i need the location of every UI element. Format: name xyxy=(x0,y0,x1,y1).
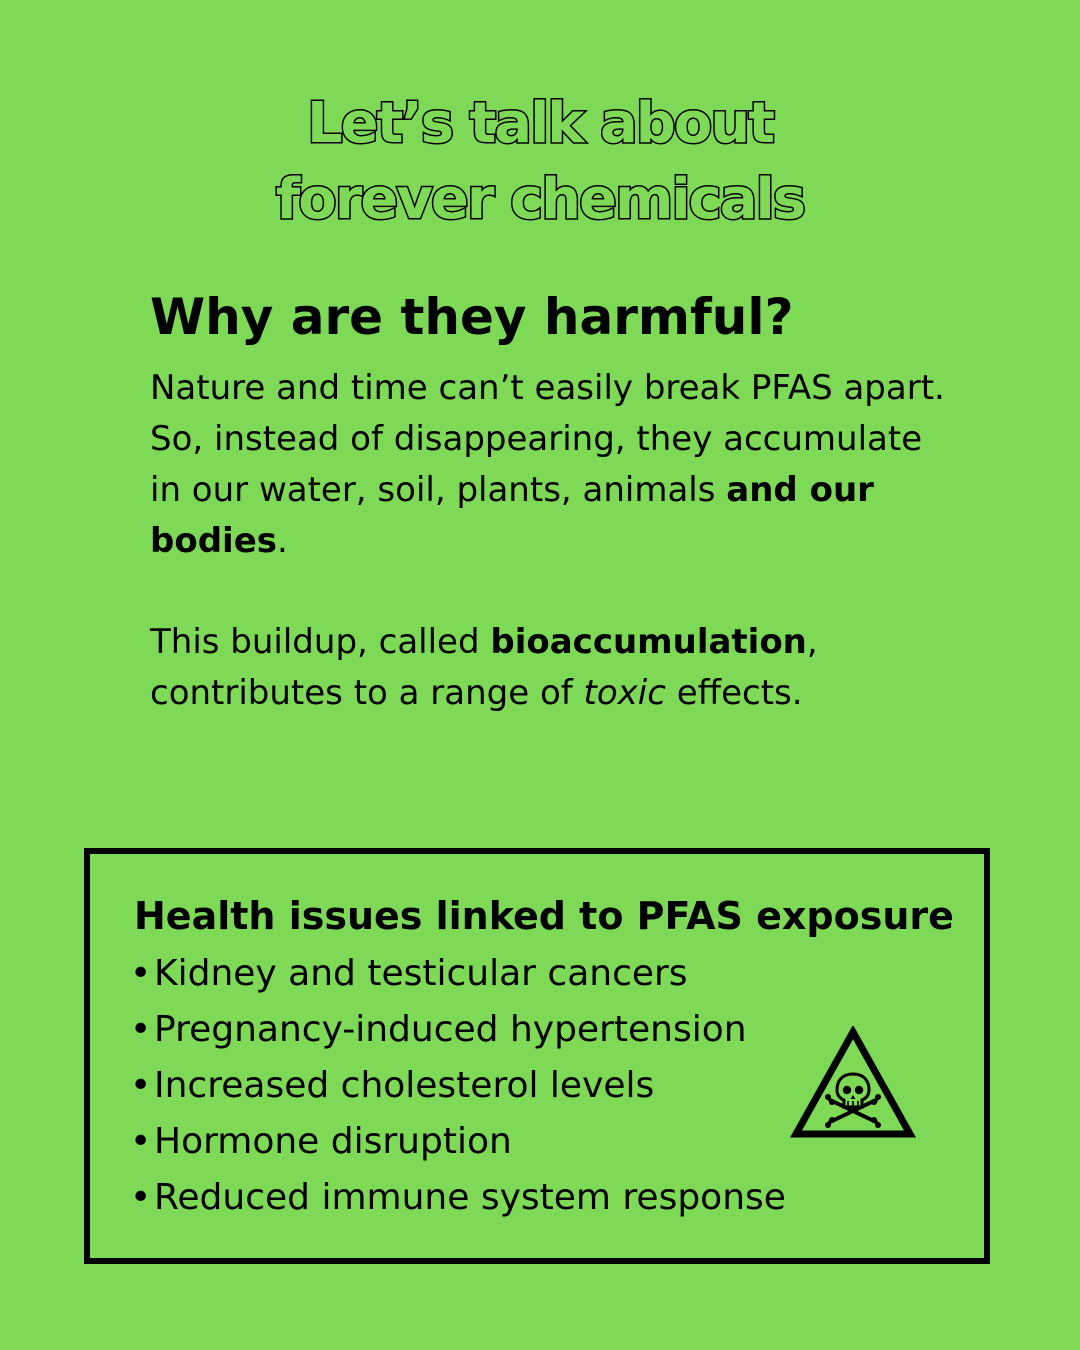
toxic-hazard-warning-icon xyxy=(790,1026,916,1140)
paragraph-accumulation-text: Nature and time can’t easily break PFAS apart. So, instead of disappearing, they accumulate in our water, soil, plants, animals xyxy=(150,368,945,510)
health-issues-heading: Health issues linked to PFAS exposure xyxy=(134,894,954,938)
list-item-text: Pregnancy-induced hypertension xyxy=(154,1009,747,1050)
bullet: • xyxy=(130,1065,152,1106)
paragraph-bioaccumulation-end: effects. xyxy=(665,673,803,713)
list-item-text: Reduced immune system response xyxy=(154,1177,786,1218)
paragraph-bioaccumulation-italic: toxic xyxy=(583,673,666,713)
list-item xyxy=(130,1002,786,1058)
paragraph-bioaccumulation xyxy=(150,617,950,719)
paragraph-bioaccumulation-mid: , contributes to a range of xyxy=(150,622,818,713)
list-item xyxy=(130,1114,786,1170)
title-line-2: forever chemicals xyxy=(275,167,805,232)
list-item-text: Kidney and testicular cancers xyxy=(154,953,688,994)
list-item xyxy=(130,1170,786,1226)
paragraph-bioaccumulation-bold: bioaccumulation xyxy=(490,622,807,662)
paragraph-accumulation-end: . xyxy=(277,521,288,561)
section-heading: Why are they harmful? xyxy=(150,288,794,346)
bullet: • xyxy=(130,1121,152,1162)
paragraph-bioaccumulation-text: This buildup, called xyxy=(150,622,491,662)
paragraph-accumulation-bold: and our bodies xyxy=(150,470,874,561)
bullet: • xyxy=(130,953,152,994)
health-issues-list xyxy=(130,946,786,1226)
list-item xyxy=(130,946,786,1002)
page-title xyxy=(0,86,1080,238)
bullet: • xyxy=(130,1177,152,1218)
paragraph-accumulation xyxy=(150,363,950,567)
list-item xyxy=(130,1058,786,1114)
title-line-1: Let’s talk about xyxy=(306,91,773,156)
bullet: • xyxy=(130,1009,152,1050)
list-item-text: Hormone disruption xyxy=(154,1121,512,1162)
health-issues-box xyxy=(84,848,990,1264)
list-item-text: Increased cholesterol levels xyxy=(154,1065,655,1106)
